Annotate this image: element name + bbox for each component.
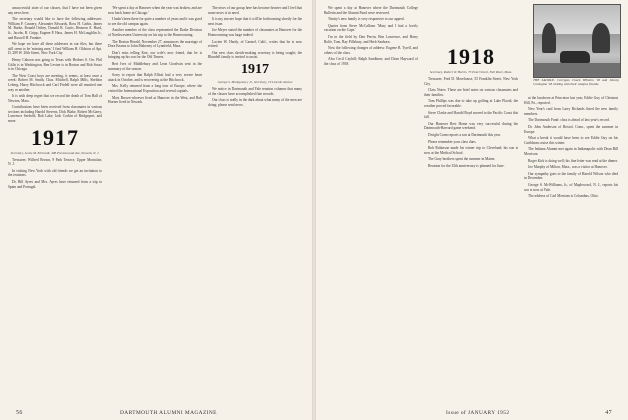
paragraph: Bert Ives of Middlebury and Leon Goodwin sent in the summary of the season. [108, 61, 202, 71]
issue-date: Issue of JANUARY 1952 [446, 410, 510, 416]
paragraph: The Indiana Alumni met again in Indianapolis with Dean Bill Morrison. [524, 147, 618, 156]
paragraph: The secretary would like to have the following addresses: William P. Casnery, Alexander Edwards, Ross H. Carlin, James M. Burke, Ronald Orthey, Donald R. Curtis, Hermon A. Hurd, Jr., Jacobs, R. Gripp, Eugene P. Hass, James H. McLoughlin Jr., and Russell H. Frankie. [8, 17, 102, 40]
paragraph: George S. McWilliams, Jr., of Maplewood, N. J., reports his son is now at Yale. [524, 182, 618, 192]
paragraph: Dwight Cram reports a son at Dartmouth this year. [428, 132, 501, 137]
paragraph: Sorry to report that Ralph Elliott had a very severe heart attack in October, and is recovering at the Hitchcock. [108, 73, 202, 82]
right-page [316, 0, 628, 420]
left-column-1 [8, 6, 102, 404]
paragraph: Now the following changes of address: Eugene B. Tyrell, and others of the class. [324, 46, 418, 55]
paragraph: Contributions have been received from classmates in various sections including Harold Stevens, Dick Blake, Robert McGarry, Lawrence Seebold, Bob Lake, Jack Corbin of Bridgeport, and more. [8, 105, 102, 124]
left-column-3 [208, 6, 302, 404]
paragraph: Another member of the class represented the Drake Division of Northwestern University on his trip to the Homecoming. [108, 28, 202, 37]
class-year-heading: 1918 [447, 44, 495, 69]
paragraph: Quotes from Steve McCallum: 'Mary and I had a lovely vacation on the Cape.' [324, 23, 418, 33]
paragraph: What a break it would have been to see Eddie Guy on his Caribbean cruise this winter. [524, 136, 618, 145]
paragraph: We notice in Dartmouth and Yale reunion columns that many of the classes have accomplished fine records. [208, 86, 302, 96]
paragraph: The Boston Herald, November 27, announces the marriage of Dora Kearns to John Mahoney of Lynnfield, Mass. [108, 39, 202, 49]
paragraph: Our sympathy goes to the family of Harold Wilson who died in December. [524, 171, 618, 181]
class-photo [533, 4, 621, 78]
class-year-heading: 1917 [241, 61, 269, 77]
right-column-1 [324, 6, 418, 404]
paragraph: at the luncheon at Princeton last year, Eddie Guy of Chestnut Hill, Pa., reported. [524, 96, 618, 105]
paragraph: Don't miss telling Ken, our wife's new friend, that he is bringing up his son for the Old Timers. [108, 50, 202, 60]
paragraph: Please remember your class dues. [428, 139, 477, 144]
photo-ground [534, 63, 620, 77]
paragraph: We spent a day at Hanover where the Dartmouth College Bulletin and the Alumni Fund were reviewed. [324, 6, 418, 15]
paragraph: Dr. John Anderson of Bristol, Conn., spent the summer in Europe. [524, 124, 618, 134]
paragraph: Joe Meyer stated the number of classmates at Hanover for the Homecoming was large indeed. [208, 28, 302, 37]
class-year-heading: 1917 [31, 124, 79, 150]
paragraph: 'We spent a day at Hanover when the year was broken, and are now back home in Chicago.' [108, 6, 202, 15]
paragraph: Henry Cahoon was going to Texas with Herbert S. Orr. Phil Gitlis is in Washington, Ben Levine is in Boston and Bob Sosso is in Chicago. [8, 57, 102, 72]
paragraph: Lucien W. Hardy, of Carmel, Calif., writes that he is now retired. [208, 39, 302, 49]
paragraph: Treasurer, Wilfred Brown, 9 Park Terrace, Upper Montclair, N. J. [8, 157, 102, 167]
paragraph: The address of Carl Merriam is Columbus, Ohio. [528, 194, 599, 199]
paragraph: Most Brown-whoever lived at Hanover in the West, and Bob Horner lived in Newark. [108, 95, 202, 105]
right-column-3 [524, 96, 618, 402]
paragraph: Joe Murphy of Milton, Mass., was a visitor at Hanover. [528, 165, 608, 170]
left-column-2 [108, 6, 202, 404]
paragraph: unsuccessful state of our classes, that I have not been given any news here. [8, 6, 102, 15]
page-number: 56 [16, 410, 23, 416]
page-number: 47 [605, 410, 612, 416]
paragraph: Treasurer, Fred D. Morehouse, 55 Franklin Street, New York City. [424, 77, 518, 86]
paragraph: I'm in the field by Dan Perrin, Ben Lawrence, and Harry Rolfe, Tom, Bay Pillsbury, and Herb Sanborn. [324, 34, 418, 44]
magazine-title: DARTMOUTH ALUMNI MAGAZINE [120, 410, 217, 416]
photo-tree [592, 23, 610, 53]
paragraph: Bob Robinson made his winter trip to Cleveland; his son is now at the Medical School. [424, 146, 518, 155]
paragraph: Roger Kirk is doing well; his fine letter was read at the dinner. [528, 158, 618, 163]
paragraph: The news of our group here has become heavier and I feel that some news is in need. [208, 6, 302, 15]
paragraph: Tom Phillips was due to take up golfing at Lake Placid; the weather proved favorable. [424, 99, 518, 108]
paragraph: Trinity's new family is very responsive to our appeal. [328, 17, 405, 22]
paragraph: Our class is really in the dark about what many of the men are doing; please send news. [208, 98, 302, 107]
photo-tree [542, 23, 556, 53]
paragraph: We hope we have all these addresses in our files, but there still seem to be 'missing men.' I find William H. Oldston of Apt. D, 289 W. 20th Street, New York City. [8, 42, 102, 56]
paragraph: Dr. Bill Ayres and Mrs. Ayres have returned from a trip to Spain and Portugal. [8, 180, 102, 189]
paragraph: I hadn't been there for quite a number of years and it was good to see the old campus again. [108, 17, 202, 26]
paragraph: The Dartmouth Fund: class is ahead of last year's record. [528, 118, 610, 123]
photo-caption: THE SADDLE. Corrigan Chuck Wilhelm '18 and Johnny Covington '18 visiting with their campus friends. [533, 78, 619, 87]
paragraph: New Year's card from Larry Richards listed the new family members. [524, 107, 618, 116]
paragraph: Mrs. Kelly returned from a long tour of Europe, where she visited the International Exposition and several capitals. [108, 84, 202, 93]
left-page [0, 0, 312, 420]
paragraph: It is my sincere hope that it will be forthcoming shortly for the next issue. [208, 17, 302, 26]
paragraph: Reunion for the 35th anniversary is planned for June. [428, 163, 505, 168]
paragraph: It is with deep regret that we record the death of Tom Hall of Newton, Mass. [8, 94, 102, 103]
paragraph: The Gray brothers spent the summer in Maine. [428, 157, 496, 162]
photo-car [560, 51, 590, 63]
paragraph: Our Hanover Rest Home was very successful during the Dartmouth-Harvard game weekend. [424, 121, 518, 131]
paragraph: In visiting New York with old friends we get an invitation to the reunions. [8, 168, 102, 178]
paragraph: Steve Clarke and Harold Boyd moved to the Pacific Coast this fall. [424, 110, 518, 120]
right-column-2 [424, 6, 518, 404]
paragraph: Also Cecil Cayhill; Ralph Sandborn; and Dean Hayward of the class of 1918. [324, 57, 418, 66]
paragraph: Class Notes: These are brief notes on various classmates and their families. [424, 88, 518, 97]
class-secretary-byline: Secretary, Robert W. Harris, 75 Pearl Street, Fall River, Mass. [429, 70, 513, 74]
class-secretary-byline: George S. Montgomery Jr., Secretary, 19 Lincoln Avenue [217, 79, 293, 84]
class-secretary-byline: Secretary, Lewis M. Ehrhardt, 408 Prestonwood Ave, Newark, N. J. [10, 150, 100, 155]
paragraph: Our new class sketch-making secretary is being sought; the Blundell family is invited to assist. [208, 50, 302, 60]
paragraph: The West Coast boys are meeting, it seems, at least once a week: Robert M. Smith, Chas. Mitchell, Ralph Mills, Sheldon Leberg, Harry Hitchcock and Carl Fridell were all reunited one way or another. [8, 73, 102, 92]
